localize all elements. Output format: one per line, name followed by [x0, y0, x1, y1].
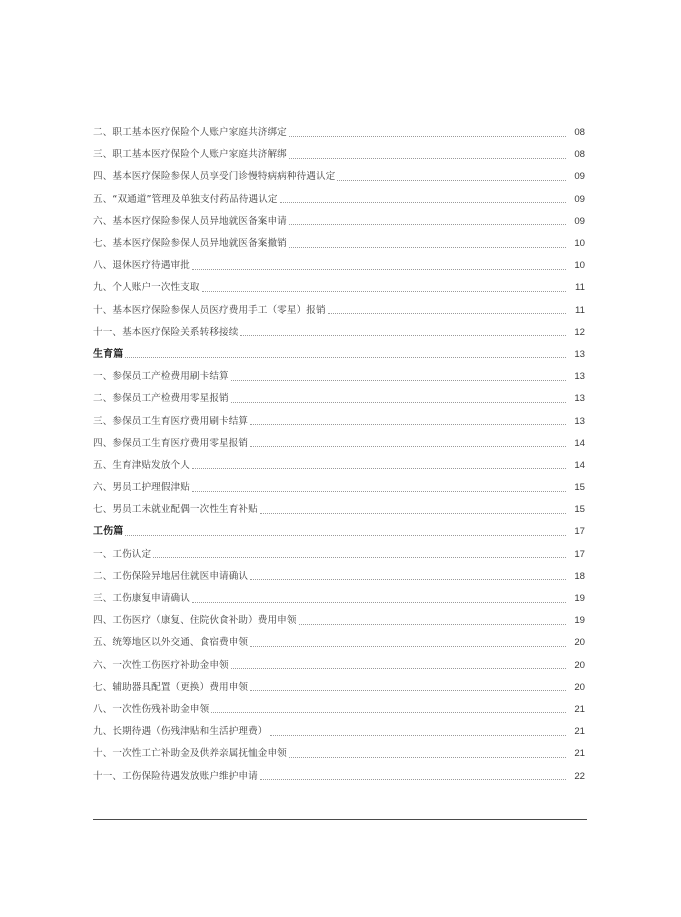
toc-entry[interactable]: [93, 211, 585, 233]
toc-entry[interactable]: [93, 433, 585, 455]
toc-entry[interactable]: [93, 388, 585, 410]
toc-page-number: 08: [574, 127, 585, 139]
toc-entry-title: 一、参保员工产检费用刷卡结算: [93, 371, 229, 383]
toc-page-number: 18: [574, 570, 585, 582]
toc-page-number: 17: [574, 548, 585, 560]
toc-entry-title: 十一、工伤保险待遇发放账户维护申请: [93, 770, 258, 782]
dot-leader: [211, 712, 566, 713]
toc-entry[interactable]: [93, 189, 585, 211]
toc-page-number: 21: [574, 748, 585, 760]
toc-page-number: 13: [574, 348, 585, 360]
toc-entry[interactable]: [93, 233, 585, 255]
toc-entry[interactable]: [93, 588, 585, 610]
toc-page-number: 19: [574, 615, 585, 627]
toc-entry[interactable]: [93, 366, 585, 388]
toc-page-number: 20: [574, 681, 585, 693]
dot-leader: [240, 335, 566, 336]
dot-leader: [337, 180, 566, 181]
toc-entry-title: 三、工伤康复申请确认: [93, 593, 190, 605]
dot-leader: [260, 779, 566, 780]
toc-entry-title: 五、统筹地区以外交通、食宿费申领: [93, 637, 249, 649]
dot-leader: [270, 735, 567, 736]
toc-page-number: 14: [574, 437, 585, 449]
toc-entry-title: 工伤篇: [93, 526, 124, 538]
toc-entry[interactable]: [93, 144, 585, 166]
toc-entry-title: 四、工伤医疗（康复、住院伙食补助）费用申领: [93, 615, 297, 627]
toc-page-number: 19: [574, 593, 585, 605]
toc-entry-title: 九、长期待遇（伤残津贴和生活护理费）: [93, 726, 268, 738]
toc-entry[interactable]: [93, 677, 585, 699]
dot-leader: [289, 247, 566, 248]
table-of-contents: [93, 122, 585, 788]
dot-leader: [250, 579, 566, 580]
toc-page-number: 22: [574, 770, 585, 782]
toc-entry[interactable]: [93, 300, 585, 322]
toc-entry[interactable]: [93, 566, 585, 588]
toc-entry[interactable]: [93, 655, 585, 677]
toc-entry-title: 八、一次性伤残补助金申领: [93, 703, 210, 715]
toc-entry-title: 五、“双通道”管理及单独支付药品待遇认定: [93, 193, 278, 205]
toc-entry[interactable]: [93, 477, 585, 499]
toc-entry-title: 四、基本医疗保险参保人员享受门诊慢特病病种待遇认定: [93, 171, 336, 183]
toc-entry[interactable]: [93, 765, 585, 787]
toc-section-heading[interactable]: [93, 344, 585, 366]
toc-page-number: 13: [574, 371, 585, 383]
toc-page-number: 15: [574, 504, 585, 516]
toc-page-number: 13: [574, 393, 585, 405]
toc-page-number: 13: [574, 415, 585, 427]
toc-page-number: 11: [575, 304, 585, 316]
toc-entry-title: 七、男员工未就业配偶一次性生育补贴: [93, 504, 258, 516]
dot-leader: [192, 269, 566, 270]
toc-page-number: 21: [574, 703, 585, 715]
dot-leader: [153, 557, 566, 558]
dot-leader: [289, 136, 566, 137]
toc-entry-title: 三、职工基本医疗保险个人账户家庭共济解绑: [93, 149, 287, 161]
toc-entry-title: 七、基本医疗保险参保人员异地就医备案撤销: [93, 238, 287, 250]
dot-leader: [280, 202, 566, 203]
dot-leader: [250, 424, 566, 425]
toc-page-number: 10: [574, 238, 585, 250]
toc-entry-title: 三、参保员工生育医疗费用刷卡结算: [93, 415, 249, 427]
dot-leader: [231, 402, 566, 403]
toc-entry[interactable]: [93, 122, 585, 144]
toc-entry-title: 六、男员工护理假津贴: [93, 482, 190, 494]
toc-section-heading[interactable]: [93, 521, 585, 543]
toc-page-number: 15: [574, 482, 585, 494]
dot-leader: [250, 690, 566, 691]
toc-entry-title: 九、个人账户一次性支取: [93, 282, 200, 294]
toc-entry[interactable]: [93, 166, 585, 188]
dot-leader: [125, 535, 566, 536]
toc-page-number: 14: [574, 459, 585, 471]
toc-page-number: 08: [574, 149, 585, 161]
toc-entry-title: 一、工伤认定: [93, 548, 152, 560]
toc-entry-title: 十一、基本医疗保险关系转移接续: [93, 326, 239, 338]
toc-entry-title: 六、基本医疗保险参保人员异地就医备案申请: [93, 215, 287, 227]
toc-page-number: 09: [574, 193, 585, 205]
dot-leader: [202, 291, 566, 292]
toc-page-number: 09: [574, 171, 585, 183]
toc-page-number: 21: [574, 726, 585, 738]
toc-page-number: 20: [574, 637, 585, 649]
toc-entry-title: 十、基本医疗保险参保人员医疗费用手工（零星）报销: [93, 304, 326, 316]
toc-page-number: 09: [574, 215, 585, 227]
dot-leader: [289, 224, 566, 225]
toc-entry[interactable]: [93, 277, 585, 299]
toc-entry[interactable]: [93, 610, 585, 632]
toc-entry[interactable]: [93, 255, 585, 277]
bottom-rule: [93, 819, 587, 820]
dot-leader: [192, 602, 566, 603]
dot-leader: [299, 624, 566, 625]
toc-entry[interactable]: [93, 632, 585, 654]
dot-leader: [250, 646, 566, 647]
toc-entry-title: 二、工伤保险异地居住就医申请确认: [93, 570, 249, 582]
toc-entry[interactable]: [93, 699, 585, 721]
toc-entry[interactable]: [93, 499, 585, 521]
dot-leader: [289, 158, 566, 159]
dot-leader: [231, 380, 566, 381]
toc-entry-title: 二、职工基本医疗保险个人账户家庭共济绑定: [93, 127, 287, 139]
toc-entry-title: 生育篇: [93, 348, 124, 360]
dot-leader: [231, 668, 566, 669]
dot-leader: [192, 468, 566, 469]
toc-entry-title: 八、退休医疗待遇审批: [93, 260, 190, 272]
dot-leader: [250, 446, 566, 447]
toc-entry[interactable]: [93, 322, 585, 344]
toc-entry[interactable]: [93, 410, 585, 432]
toc-page-number: 10: [574, 260, 585, 272]
toc-page-number: 17: [574, 526, 585, 538]
toc-entry[interactable]: [93, 743, 585, 765]
dot-leader: [260, 513, 566, 514]
toc-entry[interactable]: [93, 455, 585, 477]
dot-leader: [192, 491, 566, 492]
toc-page-number: 11: [575, 282, 585, 294]
toc-page-number: 12: [574, 326, 585, 338]
dot-leader: [125, 357, 566, 358]
toc-entry-title: 六、一次性工伤医疗补助金申领: [93, 659, 229, 671]
toc-entry-title: 十、一次性工亡补助金及供养亲属抚恤金申领: [93, 748, 287, 760]
toc-entry-title: 五、生育津贴发放个人: [93, 459, 190, 471]
toc-entry[interactable]: [93, 544, 585, 566]
toc-entry-title: 四、参保员工生育医疗费用零星报销: [93, 437, 249, 449]
toc-page-number: 20: [574, 659, 585, 671]
toc-entry-title: 二、参保员工产检费用零星报销: [93, 393, 229, 405]
dot-leader: [328, 313, 566, 314]
toc-entry[interactable]: [93, 721, 585, 743]
toc-entry-title: 七、辅助器具配置（更换）费用申领: [93, 681, 249, 693]
dot-leader: [289, 757, 566, 758]
